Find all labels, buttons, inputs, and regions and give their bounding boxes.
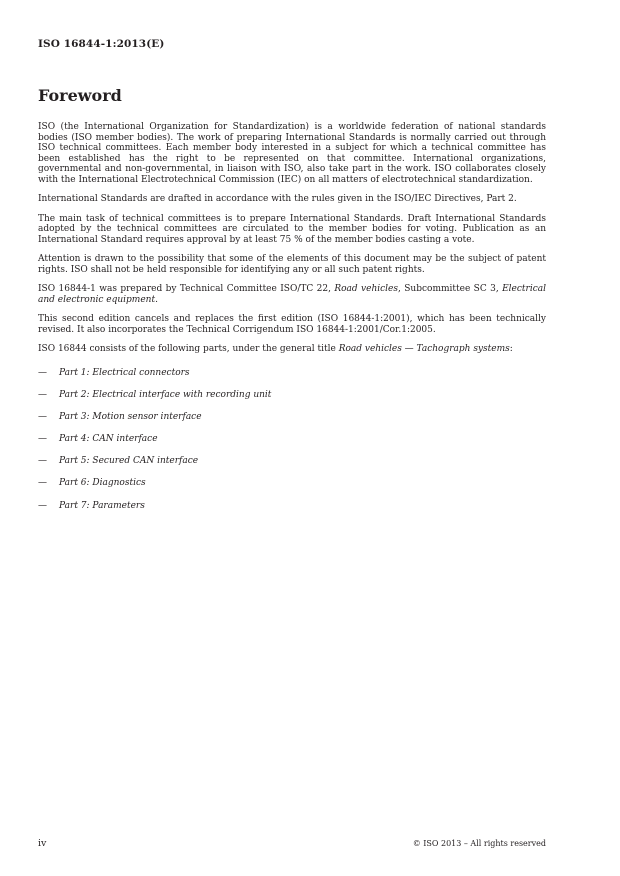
list-item	[38, 501, 546, 512]
paragraph-edition: This second edition cancels and replaces the first edition (ISO 16844-1:2001), which has been technically revised. It also incorporates the Technical Corrigendum ISO 16844-1:2001/Cor.1:2005.	[38, 314, 546, 335]
colon: :	[509, 344, 513, 354]
part-title: Part 1: Electrical connectors	[59, 367, 190, 378]
dash: —	[38, 434, 47, 445]
committee-name: Road vehicles	[334, 284, 399, 294]
list-item	[38, 368, 546, 379]
part-title: Part 6: Diagnostics	[59, 478, 146, 489]
dash: —	[38, 478, 47, 489]
dash: —	[38, 389, 47, 400]
subcommittee-name: Electrical and electronic equipment	[38, 284, 546, 305]
part-title: Part 2: Electrical interface with recording unit	[59, 389, 272, 400]
general-title: Road vehicles — Tachograph systems	[338, 344, 510, 354]
dash: —	[38, 367, 47, 378]
foreword-body	[38, 122, 546, 523]
part-title: Part 5: Secured CAN interface	[59, 456, 199, 467]
list-item	[38, 390, 546, 401]
copyright-notice: © ISO 2013 – All rights reserved	[412, 839, 546, 848]
paragraph-prepared-by	[38, 284, 546, 305]
page-title: Foreword	[38, 86, 122, 105]
list-item	[38, 434, 546, 445]
paragraph-parts-intro	[38, 344, 546, 355]
list-item	[38, 478, 546, 489]
dash: —	[38, 500, 47, 511]
document-id: ISO 16844-1:2013(E)	[38, 38, 165, 50]
page-number: iv	[38, 838, 47, 849]
period: .	[155, 294, 158, 305]
dash: —	[38, 456, 47, 467]
list-item	[38, 412, 546, 423]
part-title: Part 4: CAN interface	[59, 434, 158, 445]
paragraph-patent-rights: Attention is drawn to the possibility that some of the elements of this document may be the subject of patent rights. ISO shall not be held responsible for identifying any or all such patent rights.	[38, 254, 546, 275]
paragraph-technical-committees: The main task of technical committees is to prepare International Standards. Draft International Standards adopted by the technical committees are circulated to the member bodies for voting. Publication as an International Standard requires approval by at least 75 % of the member bodies casting a vote.	[38, 213, 546, 245]
part-title: Part 3: Motion sensor interface	[59, 411, 202, 422]
part-title: Part 7: Parameters	[59, 500, 145, 511]
paragraph-directives: International Standards are drafted in accordance with the rules given in the ISO/IEC Directives, Part 2.	[38, 194, 517, 204]
paragraph-iso-intro: ISO (the International Organization for Standardization) is a worldwide federation of national standards bodies (ISO member bodies). The work of preparing International Standards is normally carried out through ISO technical committees. Each member body interested in a subject for which a technical committee has been established has the right to be represented on that committee. International organizations, governmental and non-governmental, in liaison with ISO, also take part in the work. ISO collaborates closely with the International Electrotechnical Commission (IEC) on all matters of electrotechnical standardization.	[38, 122, 546, 185]
parts-intro-text: ISO 16844 consists of the following parts, under the general title	[38, 344, 339, 354]
dash: —	[38, 411, 47, 422]
prepared-by-text: ISO 16844-1 was prepared by Technical Committee ISO/TC 22,	[38, 284, 335, 294]
parts-list	[38, 368, 546, 512]
subcommittee-text: , Subcommittee SC 3,	[398, 284, 503, 294]
list-item	[38, 456, 546, 467]
